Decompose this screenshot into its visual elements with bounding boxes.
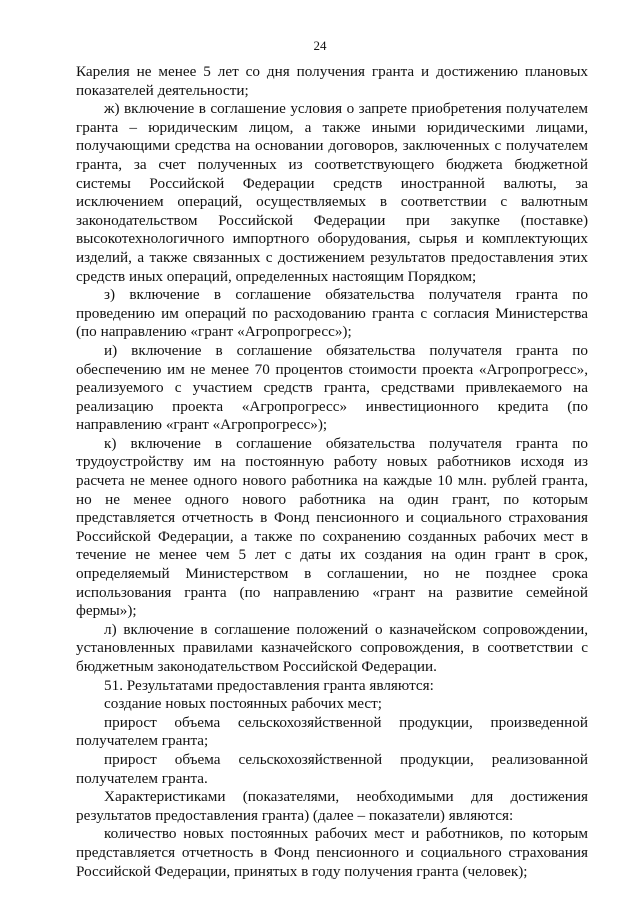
paragraph-result-produced: прирост объема сельскохозяйственной продукции, произведенной получателем гранта; [76, 713, 588, 750]
paragraph-item-i: и) включение в соглашение обязательства получателя гранта по обеспечению им не менее 70 процентов стоимости проекта «Агропрогресс», реализуемого с участием средств гранта, средствами привлекаемого на реализацию проекта «Агропрогресс» инвестиционного кредита (по направлению «грант «Агропрогресс»); [76, 341, 588, 434]
paragraph-result-jobs: создание новых постоянных рабочих мест; [104, 695, 382, 713]
paragraph-item-k: к) включение в соглашение обязательства получателя гранта по трудоустройству им на постоянную работу новых работников исходя из расчета не менее одного нового работника на каждые 10 млн. рублей гранта, но не менее одного нового работника на один грант, по которым представляется отчетность в Фонд пенсионного и социального страхования Российской Федерации, а также по сохранению созданных рабочих мест в течение не менее чем 5 лет с даты их создания на один грант в срок, определяемый Министерством в соглашении, но не позднее срока использования гранта (по направлению «грант на развитие семейной фермы»); [76, 434, 588, 620]
paragraph-continuation: Карелия не менее 5 лет со дня получения гранта и достижению плановых показателей деятельности; [76, 63, 588, 99]
paragraph-indicator-workers: количество новых постоянных рабочих мест и работников, по которым представляется отчетность в Фонд пенсионного и социального страхования Российской Федерации, принятых в году получения гранта (человек); [76, 825, 588, 880]
paragraph-item-zh: ж) включение в соглашение условия о запрете приобретения получателем гранта – юридическим лицом, а также иными юридическими лицами, получающими средства на основании договоров, заключенных с получателем гранта, за счет полученных из соответствующего бюджета бюджетной системы Российской Федерации средств иностранной валюты, за исключением операций, осуществляемых в соответствии с валютным законодательством Российской Федерации при закупке (поставке) высокотехнологичного импортного оборудования, сырья и комплектующих изделий, а также связанных с достижением результатов предоставления этих средств иных операций, определенных настоящим Порядком; [76, 100, 588, 285]
document-body [76, 63, 588, 881]
page-number: 24 [313, 38, 327, 53]
paragraph-item-z: з) включение в соглашение обязательства получателя гранта по проведению им операций по расходованию гранта с согласия Министерства (по направлению «грант «Агропрогресс»); [76, 286, 588, 341]
paragraph-item-l: л) включение в соглашение положений о казначейском сопровождении, установленных правилами казначейского сопровождения, в соответствии с бюджетным законодательством Российской Федерации. [76, 620, 588, 675]
paragraph-result-sold: прирост объема сельскохозяйственной продукции, реализованной получателем гранта. [76, 750, 588, 787]
paragraph-clause-51: 51. Результатами предоставления гранта являются: [104, 676, 434, 694]
paragraph-indicators: Характеристиками (показателями, необходимыми для достижения результатов предоставления гранта) (далее – показатели) являются: [76, 788, 588, 824]
